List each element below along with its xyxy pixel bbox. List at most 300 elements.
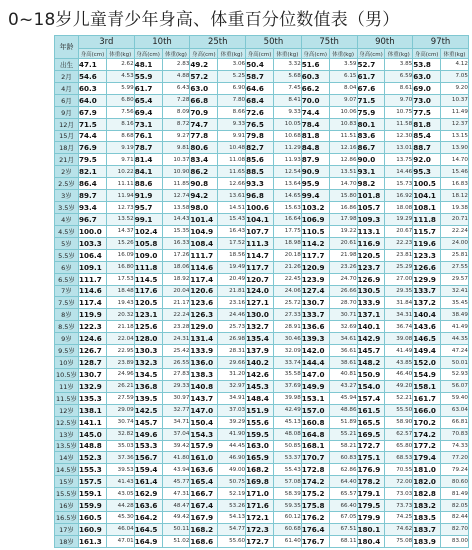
height-cell: 126.6 (413, 261, 441, 273)
age-cell: 14岁 (55, 452, 79, 464)
weight-cell: 34.31 (385, 309, 413, 321)
table-row (55, 440, 469, 452)
height-cell: 135.4 (246, 333, 274, 345)
weight-cell: 16.86 (329, 202, 357, 214)
height-label: 身高(cm) (190, 49, 218, 59)
height-cell: 168.1 (301, 440, 329, 452)
height-cell: 86.2 (190, 166, 218, 178)
age-cell: 2月 (55, 70, 79, 82)
height-label: 身高(cm) (134, 49, 162, 59)
weight-cell: 46.40 (385, 368, 413, 380)
weight-cell: 25.81 (441, 249, 469, 261)
height-cell: 172.7 (246, 535, 274, 547)
weight-cell: 17.53 (106, 273, 134, 285)
height-cell: 130.0 (246, 309, 274, 321)
weight-cell: 12.73 (106, 202, 134, 214)
weight-cell: 77.20 (441, 452, 469, 464)
age-header: 年龄 (55, 36, 79, 59)
weight-cell: 9.07 (329, 94, 357, 106)
weight-cell: 24.31 (162, 333, 190, 345)
weight-cell: 45.13 (273, 416, 301, 428)
height-cell: 154.3 (190, 428, 218, 440)
height-cell: 128.0 (134, 333, 162, 345)
height-cell: 76.1 (134, 130, 162, 142)
age-cell: 14.5岁 (55, 464, 79, 476)
height-cell: 109.3 (357, 213, 385, 225)
weight-cell: 12.54 (273, 166, 301, 178)
weight-cell: 32.41 (441, 285, 469, 297)
weight-label: 体重(kg) (329, 49, 357, 59)
height-cell: 107.7 (246, 225, 274, 237)
weight-label: 体重(kg) (441, 49, 469, 59)
weight-cell: 37.69 (273, 380, 301, 392)
height-cell: 164.2 (134, 512, 162, 524)
height-cell: 133.7 (413, 285, 441, 297)
weight-cell: 10.75 (385, 106, 413, 118)
table-row (55, 297, 469, 309)
height-cell: 127.4 (301, 285, 329, 297)
age-cell: 2岁 (55, 166, 79, 178)
weight-cell: 28.70 (329, 297, 357, 309)
height-cell: 67.9 (79, 106, 107, 118)
weight-cell: 5.68 (273, 70, 301, 82)
height-cell: 74.4 (79, 130, 107, 142)
weight-cell: 20.18 (273, 249, 301, 261)
height-cell: 104.1 (413, 190, 441, 202)
height-cell: 53.8 (413, 59, 441, 71)
height-cell: 160.8 (301, 416, 329, 428)
weight-cell: 32.77 (162, 404, 190, 416)
table-row (55, 392, 469, 404)
height-cell: 81.8 (301, 130, 329, 142)
weight-cell: 24.96 (106, 368, 134, 380)
height-cell: 183.7 (413, 523, 441, 535)
height-cell: 148.8 (79, 440, 107, 452)
height-cell: 78.7 (134, 142, 162, 154)
height-cell: 88.7 (413, 142, 441, 154)
height-cell: 120.5 (357, 249, 385, 261)
weight-cell: 12.30 (385, 130, 413, 142)
table-row (55, 59, 469, 71)
height-cell: 73.1 (134, 118, 162, 130)
height-cell: 136.8 (134, 380, 162, 392)
height-cell: 142.6 (246, 368, 274, 380)
weight-cell: 27.00 (385, 273, 413, 285)
weight-cell: 6.43 (162, 82, 190, 94)
height-cell: 93.4 (79, 202, 107, 214)
height-cell: 147.0 (301, 368, 329, 380)
height-cell: 85.6 (246, 154, 274, 166)
weight-cell: 16.33 (162, 237, 190, 249)
height-cell: 80.1 (357, 118, 385, 130)
height-cell: 172.8 (301, 464, 329, 476)
table-row (55, 261, 469, 273)
table-row (55, 488, 469, 500)
height-cell: 175.1 (357, 452, 385, 464)
weight-cell: 11.94 (106, 190, 134, 202)
age-cell: 9.5岁 (55, 345, 79, 357)
height-cell: 55.9 (134, 70, 162, 82)
weight-cell: 27.83 (162, 368, 190, 380)
height-cell: 119.6 (413, 237, 441, 249)
weight-cell: 15.35 (162, 225, 190, 237)
height-cell: 101.4 (190, 213, 218, 225)
height-cell: 108.4 (190, 237, 218, 249)
height-cell: 168.6 (190, 535, 218, 547)
height-cell: 182.0 (413, 476, 441, 488)
percentile-table (54, 35, 469, 548)
weight-cell: 74.25 (385, 512, 413, 524)
weight-cell: 10.05 (273, 118, 301, 130)
height-cell: 111.7 (79, 273, 107, 285)
height-cell: 145.7 (134, 416, 162, 428)
weight-cell: 14.43 (162, 213, 190, 225)
weight-cell: 18.48 (106, 285, 134, 297)
weight-cell: 82.44 (441, 512, 469, 524)
weight-cell: 8.09 (162, 106, 190, 118)
height-cell: 84.8 (301, 142, 329, 154)
height-cell: 181.0 (413, 464, 441, 476)
height-cell: 149.6 (134, 428, 162, 440)
weight-cell: 39.53 (106, 464, 134, 476)
height-cell: 175.8 (301, 500, 329, 512)
height-cell: 168.2 (190, 523, 218, 535)
weight-cell: 8.72 (162, 118, 190, 130)
weight-cell: 18.98 (273, 237, 301, 249)
weight-cell: 12.86 (329, 154, 357, 166)
weight-cell: 14.37 (106, 225, 134, 237)
weight-cell: 36.61 (329, 345, 357, 357)
weight-cell: 15.43 (218, 213, 246, 225)
weight-cell: 9.71 (106, 154, 134, 166)
table-row (55, 82, 469, 94)
height-label: 身高(cm) (413, 49, 441, 59)
weight-cell: 25.29 (385, 261, 413, 273)
height-cell: 179.5 (357, 500, 385, 512)
weight-cell: 28.31 (218, 345, 246, 357)
weight-cell: 14.51 (218, 202, 246, 214)
weight-cell: 7.56 (106, 106, 134, 118)
height-cell: 95.7 (134, 202, 162, 214)
height-cell: 140.4 (413, 309, 441, 321)
table-row (55, 249, 469, 261)
weight-cell: 55.60 (218, 535, 246, 547)
height-cell: 101.8 (357, 190, 385, 202)
height-cell: 109.0 (134, 249, 162, 261)
weight-cell: 52.19 (218, 488, 246, 500)
height-cell: 155.3 (79, 464, 107, 476)
height-cell: 66.2 (301, 82, 329, 94)
weight-cell: 13.61 (218, 190, 246, 202)
weight-cell: 65.80 (385, 440, 413, 452)
table-row (55, 309, 469, 321)
weight-cell: 35.03 (106, 440, 134, 452)
height-cell: 71.5 (79, 118, 107, 130)
age-cell: 16岁 (55, 500, 79, 512)
weight-cell: 30.71 (329, 309, 357, 321)
table-row (55, 452, 469, 464)
weight-cell: 82.05 (441, 500, 469, 512)
weight-cell: 10.22 (106, 166, 134, 178)
weight-cell: 31.84 (385, 297, 413, 309)
weight-cell: 8.04 (329, 82, 357, 94)
weight-cell: 19.22 (329, 225, 357, 237)
weight-cell: 13.75 (385, 154, 413, 166)
weight-cell: 54.13 (218, 512, 246, 524)
weight-cell: 29.33 (162, 380, 190, 392)
height-cell: 120.7 (246, 273, 274, 285)
height-cell: 132.3 (134, 357, 162, 369)
height-cell: 123.3 (413, 249, 441, 261)
height-cell: 142.9 (357, 333, 385, 345)
height-cell: 138.3 (190, 368, 218, 380)
weight-cell: 49.00 (218, 464, 246, 476)
weight-cell: 26.55 (162, 357, 190, 369)
weight-cell: 45.94 (329, 392, 357, 404)
height-cell: 133.9 (190, 345, 218, 357)
weight-cell: 50.85 (273, 440, 301, 452)
height-cell: 100.5 (413, 178, 441, 190)
age-cell: 13.5岁 (55, 440, 79, 452)
weight-cell: 60.83 (329, 452, 357, 464)
weight-cell: 27.55 (441, 261, 469, 273)
weight-cell: 47.24 (441, 345, 469, 357)
height-cell: 154.9 (413, 368, 441, 380)
weight-cell: 26.66 (329, 285, 357, 297)
percentile-header: 97th (413, 36, 469, 49)
weight-cell: 43.27 (329, 380, 357, 392)
height-cell: 126.9 (357, 273, 385, 285)
height-cell: 108.1 (413, 202, 441, 214)
weight-cell: 16.64 (273, 213, 301, 225)
height-cell: 145.7 (357, 345, 385, 357)
weight-cell: 61.40 (273, 535, 301, 547)
weight-cell: 5.25 (218, 70, 246, 82)
height-cell: 77.5 (413, 106, 441, 118)
weight-cell: 19.29 (385, 213, 413, 225)
height-cell: 152.3 (79, 452, 107, 464)
height-cell: 182.8 (413, 488, 441, 500)
weight-cell: 16.92 (385, 190, 413, 202)
weight-cell: 29.09 (106, 404, 134, 416)
weight-cell: 11.29 (273, 142, 301, 154)
height-cell: 109.1 (79, 261, 107, 273)
height-cell: 93.1 (357, 166, 385, 178)
table-row (55, 345, 469, 357)
height-cell: 125.6 (134, 321, 162, 333)
weight-cell: 29.66 (218, 357, 246, 369)
weight-cell: 31.20 (218, 368, 246, 380)
weight-cell: 23.28 (162, 321, 190, 333)
height-cell: 158.1 (413, 380, 441, 392)
height-cell: 172.3 (246, 523, 274, 535)
weight-cell: 13.01 (385, 142, 413, 154)
height-cell: 172.1 (246, 512, 274, 524)
weight-label: 体重(kg) (106, 49, 134, 59)
height-cell: 123.1 (134, 309, 162, 321)
height-cell: 133.7 (301, 309, 329, 321)
weight-cell: 67.05 (329, 512, 357, 524)
height-cell: 104.1 (246, 213, 274, 225)
weight-cell: 19.43 (106, 297, 134, 309)
height-cell: 150.9 (357, 368, 385, 380)
height-cell: 114.6 (190, 261, 218, 273)
weight-cell: 72.00 (385, 476, 413, 488)
height-cell: 88.5 (246, 166, 274, 178)
weight-cell: 10.06 (329, 106, 357, 118)
height-cell: 93.3 (246, 178, 274, 190)
height-cell: 126.3 (190, 309, 218, 321)
height-cell: 144.4 (301, 357, 329, 369)
weight-cell: 6.90 (218, 82, 246, 94)
weight-cell: 12.37 (441, 118, 469, 130)
table-row (55, 225, 469, 237)
height-cell: 57.2 (190, 70, 218, 82)
weight-cell: 55.50 (385, 404, 413, 416)
weight-cell: 24.06 (273, 285, 301, 297)
weight-cell: 10.48 (218, 142, 246, 154)
table-row (55, 142, 469, 154)
weight-cell: 15.26 (106, 237, 134, 249)
weight-cell: 16.83 (441, 178, 469, 190)
weight-cell: 70.55 (385, 464, 413, 476)
height-cell: 180.1 (357, 523, 385, 535)
weight-cell: 59.35 (273, 500, 301, 512)
height-cell: 138.1 (79, 404, 107, 416)
weight-cell: 8.68 (106, 130, 134, 142)
height-cell: 65.4 (134, 94, 162, 106)
height-cell: 140.2 (246, 357, 274, 369)
page-title: 0~18岁儿童青少年身高、体重百分位数值表（男） (8, 10, 400, 30)
weight-cell: 79.24 (441, 464, 469, 476)
height-cell: 166.7 (190, 488, 218, 500)
weight-cell: 54.77 (218, 523, 246, 535)
height-cell: 130.5 (357, 285, 385, 297)
height-cell: 80.6 (190, 142, 218, 154)
height-cell: 161.5 (357, 404, 385, 416)
weight-cell: 34.71 (162, 416, 190, 428)
table-row (55, 154, 469, 166)
percentile-header: 10th (134, 36, 190, 49)
height-cell: 95.9 (301, 178, 329, 190)
height-cell: 161.3 (79, 535, 107, 547)
height-cell: 153.3 (134, 440, 162, 452)
weight-cell: 4.88 (162, 70, 190, 82)
age-cell: 6岁 (55, 261, 79, 273)
weight-cell: 13.58 (162, 202, 190, 214)
height-cell: 61.7 (134, 82, 162, 94)
weight-cell: 3.59 (329, 59, 357, 71)
weight-cell: 34.61 (329, 333, 357, 345)
height-cell: 129.9 (413, 273, 441, 285)
weight-cell: 13.51 (329, 166, 357, 178)
table-row (55, 523, 469, 535)
weight-cell: 51.89 (329, 416, 357, 428)
weight-cell: 29.57 (441, 273, 469, 285)
weight-cell: 32.69 (329, 321, 357, 333)
height-cell: 111.7 (190, 249, 218, 261)
height-cell: 136.6 (301, 321, 329, 333)
height-cell: 166.0 (413, 404, 441, 416)
weight-cell: 9.20 (441, 82, 469, 94)
weight-cell: 30.74 (106, 416, 134, 428)
height-cell: 161.4 (134, 476, 162, 488)
height-cell: 111.8 (413, 213, 441, 225)
weight-cell: 73.73 (385, 500, 413, 512)
height-cell: 150.4 (190, 416, 218, 428)
weight-cell: 12.66 (218, 178, 246, 190)
weight-cell: 6.15 (329, 70, 357, 82)
height-cell: 129.0 (190, 321, 218, 333)
height-cell: 67.6 (357, 82, 385, 94)
table-row (55, 368, 469, 380)
height-cell: 131.4 (190, 333, 218, 345)
age-cell: 12岁 (55, 404, 79, 416)
height-cell: 128.7 (79, 357, 107, 369)
age-cell: 出生 (55, 59, 79, 71)
weight-cell: 53.37 (273, 452, 301, 464)
weight-cell: 51.02 (162, 535, 190, 547)
weight-cell: 83.00 (441, 535, 469, 547)
weight-cell: 17.75 (273, 225, 301, 237)
height-cell: 114.2 (301, 237, 329, 249)
table-row (55, 285, 469, 297)
weight-cell: 13.15 (441, 130, 469, 142)
height-cell: 48.1 (134, 59, 162, 71)
height-cell: 82.1 (79, 166, 107, 178)
height-cell: 123.6 (190, 297, 218, 309)
weight-cell: 60.12 (273, 512, 301, 524)
height-cell: 114.6 (79, 285, 107, 297)
weight-cell: 13.90 (441, 142, 469, 154)
height-cell: 164.5 (134, 523, 162, 535)
table-row (55, 70, 469, 82)
table-row (55, 464, 469, 476)
weight-cell: 60.68 (273, 523, 301, 535)
weight-cell: 15.80 (329, 190, 357, 202)
height-cell: 170.7 (301, 452, 329, 464)
height-cell: 176.7 (301, 535, 329, 547)
weight-cell: 23.89 (106, 357, 134, 369)
weight-cell: 17.52 (218, 237, 246, 249)
height-cell: 157.4 (357, 392, 385, 404)
age-cell: 8.5岁 (55, 321, 79, 333)
table-row (55, 273, 469, 285)
weight-cell: 7.28 (162, 94, 190, 106)
weight-cell: 13.64 (273, 178, 301, 190)
height-cell: 58.7 (246, 70, 274, 82)
table-row (55, 190, 469, 202)
height-cell: 83.6 (357, 130, 385, 142)
weight-cell: 39.29 (218, 416, 246, 428)
weight-cell: 18.56 (218, 249, 246, 261)
height-cell: 115.7 (413, 225, 441, 237)
height-cell: 139.3 (301, 333, 329, 345)
weight-cell: 2.83 (162, 59, 190, 71)
weight-cell: 37.03 (218, 404, 246, 416)
weight-cell: 20.32 (106, 309, 134, 321)
weight-cell: 22.04 (106, 333, 134, 345)
height-cell: 111.8 (134, 261, 162, 273)
height-cell: 183.5 (413, 512, 441, 524)
age-cell: 5岁 (55, 237, 79, 249)
weight-cell: 34.91 (218, 392, 246, 404)
height-cell: 73.0 (413, 94, 441, 106)
height-cell: 179.4 (413, 452, 441, 464)
weight-cell: 46.04 (106, 523, 134, 535)
height-cell: 167.4 (190, 500, 218, 512)
weight-cell: 20.61 (329, 237, 357, 249)
